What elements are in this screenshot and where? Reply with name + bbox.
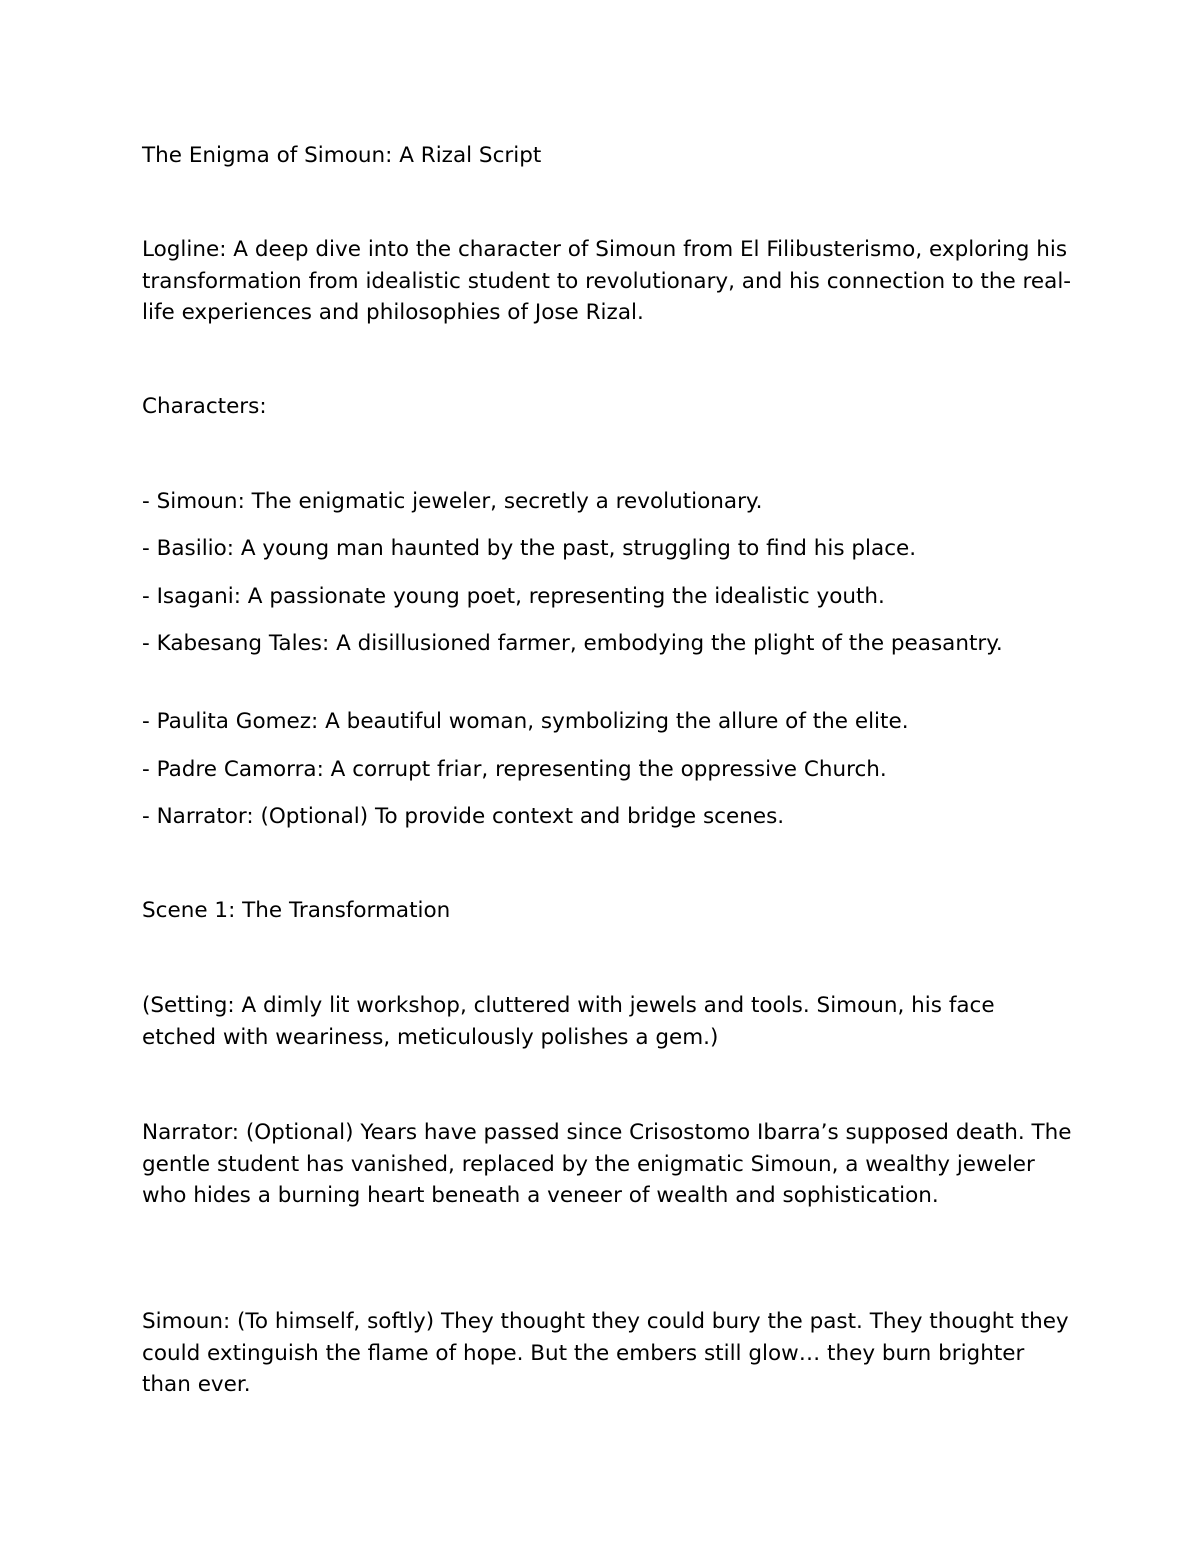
document-title: The Enigma of Simoun: A Rizal Script [142,143,542,168]
character-item: - Padre Camorra: A corrupt friar, representing the oppressive Church. [142,757,887,782]
character-item: - Simoun: The enigmatic jeweler, secretly a revolutionary. [142,489,763,514]
setting-paragraph: (Setting: A dimly lit workshop, cluttered with jewels and tools. Simoun, his face etched with weariness, meticulously polishes a gem.) [142,993,995,1050]
character-item: - Narrator: (Optional) To provide context and bridge scenes. [142,804,785,829]
character-item: - Paulita Gomez: A beautiful woman, symbolizing the allure of the elite. [142,709,909,734]
simoun-dialogue-paragraph: Simoun: (To himself, softly) They thought they could bury the past. They thought they could extinguish the flame of hope. But the embers still glow… they burn brighter than ever. [142,1309,1069,1397]
character-item: - Kabesang Tales: A disillusioned farmer, embodying the plight of the peasantry. [142,631,1003,656]
character-item: - Basilio: A young man haunted by the past, struggling to find his place. [142,536,917,561]
logline-paragraph: Logline: A deep dive into the character of Simoun from El Filibusterismo, exploring his transformation from idealistic student to revolutionary, and his connection to the real-life experiences and philosophies of Jose Rizal. [142,237,1072,325]
scene-heading: Scene 1: The Transformation [142,898,451,923]
narrator-paragraph: Narrator: (Optional) Years have passed since Crisostomo Ibarra’s supposed death. The gentle student has vanished, replaced by the enigmatic Simoun, a wealthy jeweler who hides a burning heart beneath a veneer of wealth and sophistication. [142,1120,1072,1208]
character-item: - Isagani: A passionate young poet, representing the idealistic youth. [142,584,885,609]
characters-heading: Characters: [142,394,267,419]
